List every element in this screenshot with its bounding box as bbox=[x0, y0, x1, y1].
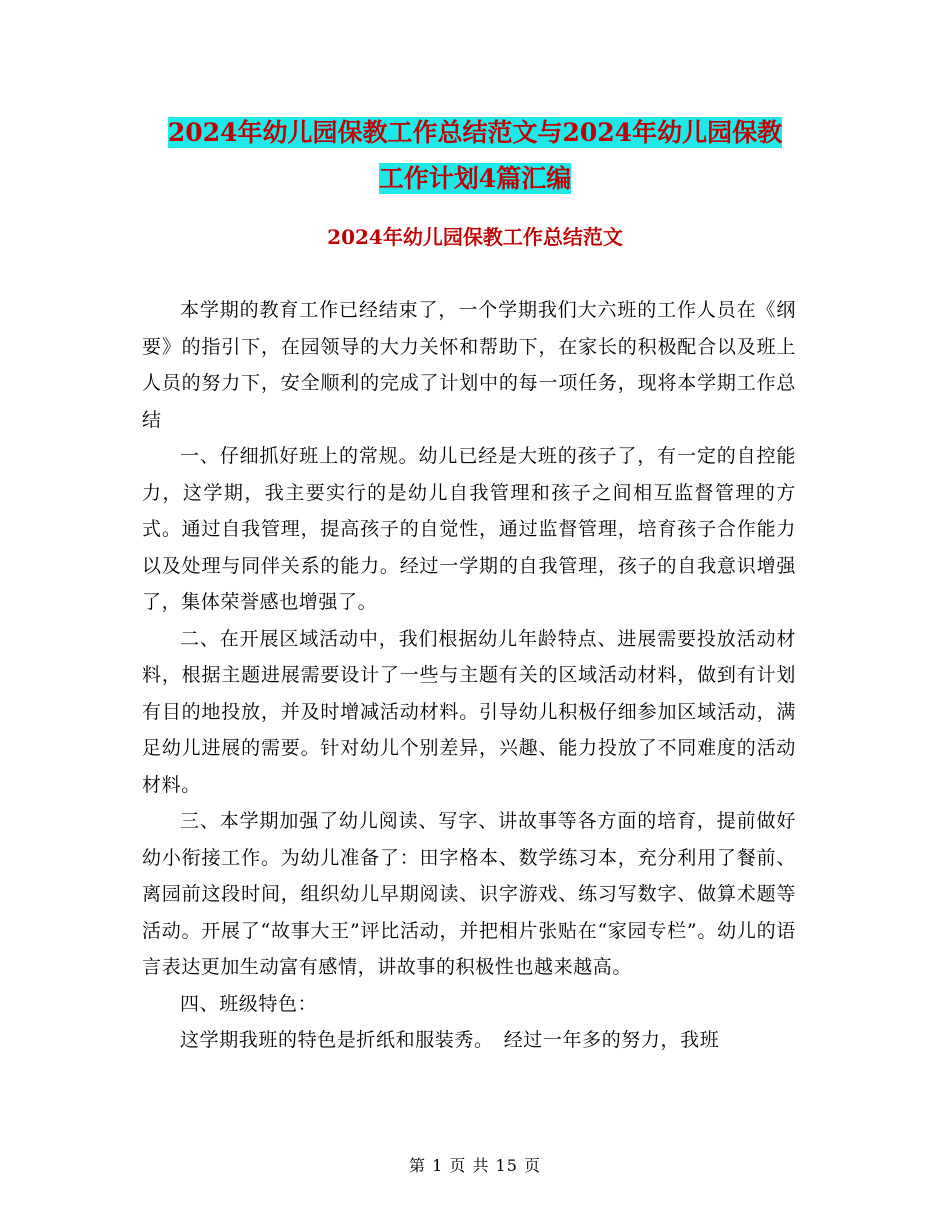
paragraph: 三、本学期加强了幼儿阅读、写字、讲故事等各方面的培育，提前做好幼小衔接工作。为幼儿准备了：田字格本、数学练习本，充分利用了餐前、离园前这段时间，组织幼儿早期阅读、识字游戏、练习写数字、做算术题等活动。开展了“故事大王”评比活动，并把相片张贴在“家园专栏”。幼儿的语言表达更加生动富有感情，讲故事的积极性也越来越高。 bbox=[142, 810, 796, 978]
section-title: 2024年幼儿园保教工作总结范文 bbox=[327, 225, 623, 249]
paragraph: 四、班级特色： bbox=[180, 992, 318, 1015]
title-line-1: 2024年幼儿园保教工作总结范文与2024年幼儿园保教 bbox=[167, 118, 783, 147]
page-footer: 第 1 页 共 15 页 bbox=[409, 1156, 541, 1175]
paragraph: 本学期的教育工作已经结束了，一个学期我们大六班的工作人员在《纲要》的指引下，在园领导的大力关怀和帮助下，在家长的积极配合以及班上人员的努力下，安全顺利的完成了计划中的每一项任务，现将本学期工作总结 bbox=[142, 299, 796, 431]
paragraph: 一、仔细抓好班上的常规。幼儿已经是大班的孩子了，有一定的自控能力，这学期，我主要实行的是幼儿自我管理和孩子之间相互监督管理的方式。通过自我管理，提高孩子的自觉性，通过监督管理，培育孩子合作能力以及处理与同伴关系的能力。经过一学期的自我管理，孩子的自我意识增强了，集体荣誉感也增强了。 bbox=[142, 445, 796, 613]
paragraph: 这学期我班的特色是折纸和服装秀。 经过一年多的努力，我班 bbox=[180, 1029, 720, 1051]
title-line-2: 工作计划4篇汇编 bbox=[378, 164, 572, 193]
document-body bbox=[142, 292, 796, 1059]
paragraph: 二、在开展区域活动中，我们根据幼儿年龄特点、进展需要投放活动材料，根据主题进展需要设计了一些与主题有关的区域活动材料，做到有计划有目的地投放，并及时增减活动材料。引导幼儿积极仔细参加区域活动，满足幼儿进展的需要。针对幼儿个别差异，兴趣、能力投放了不同难度的活动材料。 bbox=[142, 627, 796, 796]
document-title bbox=[140, 110, 810, 202]
